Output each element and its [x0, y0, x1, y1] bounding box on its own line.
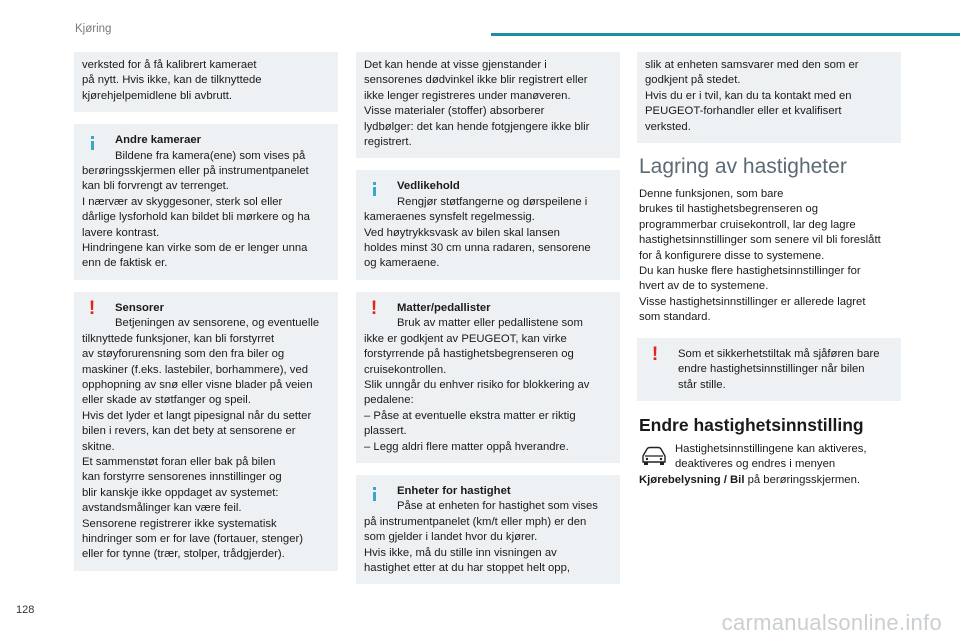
note-speed-units — [356, 475, 620, 584]
column-2 — [356, 52, 620, 596]
note-title: Matter/pedallister — [397, 301, 491, 314]
section-body: Denne funksjonen, som bare brukes til hastighetsbegrenseren og programmerbar cruisekontroll, lar deg lagre hastighetsinnstillinger som senere vil bli foreslått for å konfigurere disse to systemene. Du kan huske flere hastighetsinnstillinger for hvert av de to systemene. Visse hastighetsinnstillinger er allerede lagret som standard. — [639, 188, 881, 324]
note-body: på instrumentpanelet (km/t eller mph) er den som gjelder i landet hvor du kjører. Hvis ikke, må du stille inn visningen av hastighet etter at du har stoppet helt opp, — [364, 515, 587, 574]
note-lead: Betjeningen av sensorene, og eventuelle — [115, 317, 320, 330]
note-maintenance — [356, 170, 620, 279]
running-header: Kjøring — [75, 23, 112, 35]
watermark: carmanualsonline.info — [721, 610, 942, 635]
continued-note-text: verksted for å få kalibrert kameraet på nytt. Hvis ikke, kan de tilknyttede kjørehjelpemidlene bli avbrutt. — [82, 59, 262, 102]
warning-safety — [637, 338, 901, 401]
info-icon — [367, 487, 381, 501]
info-icon — [85, 136, 99, 150]
note-lead: Bruk av matter eller pedallistene som — [397, 317, 583, 330]
note-body: endre hastighetsinnstillinger når bilen står stille. — [678, 363, 865, 391]
subsection-line: Hastighetsinnstillingene kan aktiveres, — [675, 442, 867, 455]
note-body: berøringsskjermen eller på instrumentpanelet kan bli forvrengt av terrenget. I nærvær av skyggesoner, sterk sol eller dårlige lysforhold kan bildet bli mørkere og ha lavere kontrast. Hindringene kan virke som de er lenger unna enn de faktisk er. — [82, 165, 310, 270]
subsection-line: deaktiveres og endres i menyen — [675, 458, 836, 471]
subsection-body — [637, 442, 901, 488]
column-3 — [637, 52, 901, 488]
continued-note-text: Det kan hende at visse gjenstander i sensorenes dødvinkel ikke blir registrert eller ikke lenger registreres under manøveren. Visse materialer (stoffer) absorberer lydbølger: det kan hende fotgjengere ikke blir registrert. — [364, 59, 590, 149]
warning-icon: ! — [651, 343, 659, 365]
note-title: Sensorer — [115, 301, 164, 314]
warning-mats — [356, 292, 620, 463]
note-lead: Som et sikkerhetstiltak må sjåføren bare — [678, 347, 880, 360]
car-icon — [639, 442, 669, 468]
continued-note-box — [74, 52, 338, 112]
section-title: Lagring av hastigheter — [639, 155, 847, 179]
continued-note-box — [637, 52, 901, 143]
note-lead: Påse at enheten for hastighet som vises — [397, 500, 598, 513]
note-title: Enheter for hastighet — [397, 484, 511, 497]
header-accent-bar — [491, 33, 960, 36]
note-lead: Rengjør støtfangerne og dørspeilene i — [397, 195, 588, 208]
subsection-title: Endre hastighetsinnstilling — [639, 414, 864, 435]
menu-path: Kjørebelysning / Bil — [639, 473, 745, 486]
subsection-suffix: på berøringsskjermen. — [744, 473, 860, 486]
warning-icon: ! — [88, 297, 96, 319]
warning-sensors — [74, 292, 338, 571]
note-other-cameras — [74, 124, 338, 280]
warning-icon: ! — [370, 297, 378, 319]
info-icon — [367, 182, 381, 196]
continued-note-box — [356, 52, 620, 158]
continued-note-text: slik at enheten samsvarer med den som er godkjent på stedet. Hvis du er i tvil, kan du ta kontakt med en PEUGEOT-forhandler eller et kvalifisert verksted. — [645, 59, 859, 133]
column-1 — [74, 52, 338, 583]
note-lead: Bildene fra kamera(ene) som vises på — [115, 149, 306, 162]
note-body: kameraenes synsfelt regelmessig. Ved høytrykksvask av bilen skal lansen holdes minst 30 cm unna radaren, sensorene og kameraene. — [364, 211, 591, 270]
note-title: Vedlikehold — [397, 180, 460, 193]
page-number: 128 — [16, 604, 35, 616]
note-body: ikke er godkjent av PEUGEOT, kan virke forstyrrende på hastighetsbegrenseren og cruisekontrollen. Slik unngår du enhver risiko for blokkering av pedalene: – Påse at eventuelle ekstra matter er riktig plassert. – Legg aldri flere matter oppå hverandre. — [364, 332, 590, 453]
note-title: Andre kameraer — [115, 134, 202, 147]
note-body: tilknyttede funksjoner, kan bli forstyrret av støyforurensning som den fra biler og maskiner (f.eks. lastebiler, borhammere), ved opphopning av snø eller visne blader på veien eller skade av støtfanger og speil. Hvis det lyder et langt pipesignal når du setter bilen i revers, kan det bety at sensorene er skitne. Et sammenstøt foran eller bak på bilen kan forstyrre sensorenes innstillinger og blir kanskje ikke oppdaget av systemet: avstandsmålinger kan være feil. Sensorene registrerer ikke systematisk hindringer som er for lave (fortauer, stenger) eller for tynne (trær, stolper, trådgjerder). — [82, 332, 313, 561]
